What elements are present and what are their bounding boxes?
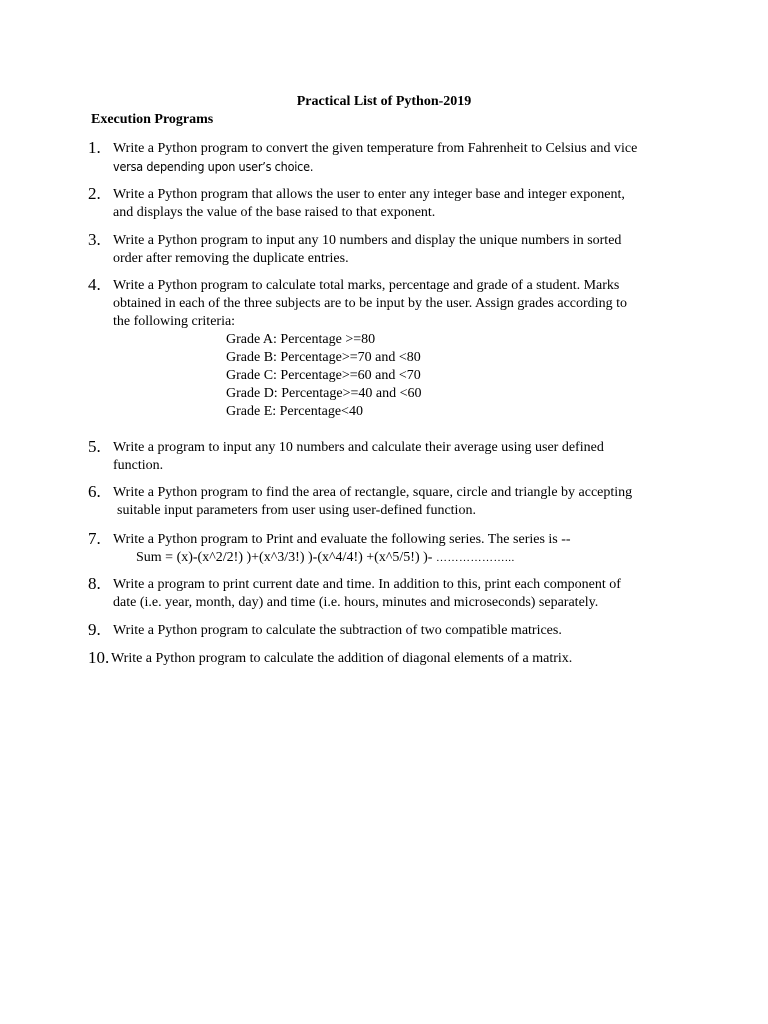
list-item-8 [88, 576, 688, 612]
list-item-text-line: function. [113, 458, 164, 473]
list-item-number: 3. [88, 230, 101, 249]
list-item-10 [88, 650, 688, 668]
grade-criterion: Grade A: Percentage >=80 [226, 332, 376, 347]
list-item-text-line: obtained in each of the three subjects are to be input by the user. Assign grades according to [113, 296, 627, 311]
series-ellipsis: ………………... [435, 552, 515, 564]
list-item-text-line: Write a program to input any 10 numbers and calculate their average using user defined [113, 440, 604, 455]
document-title: Practical List of Python-2019 [296, 94, 472, 109]
list-item-text-line: Write a Python program to calculate the addition of diagonal elements of a matrix. [111, 651, 573, 666]
list-item-text-line: suitable input parameters from user using user-defined function. [117, 503, 476, 518]
grade-criterion: Grade E: Percentage<40 [226, 404, 363, 419]
list-item-5 [88, 439, 688, 475]
grade-criterion: Grade B: Percentage>=70 and <80 [226, 350, 421, 365]
list-item-text-line: Write a Python program to find the area of rectangle, square, circle and triangle by accepting [113, 485, 633, 500]
list-item-text-line: Write a Python program to calculate total marks, percentage and grade of a student. Marks [113, 278, 620, 293]
list-item-number: 1. [88, 138, 101, 157]
list-item-number: 5. [88, 437, 101, 456]
list-item-text-line: the following criteria: [113, 314, 236, 329]
grade-criterion: Grade D: Percentage>=40 and <60 [226, 386, 422, 401]
list-item-text-line: Write a Python program to convert the given temperature from Fahrenheit to Celsius and vice [113, 141, 638, 156]
series-formula [113, 549, 688, 567]
list-item-3 [88, 232, 688, 268]
list-item-number: 4. [88, 275, 101, 294]
list-item-text-line: Write a Python program to calculate the subtraction of two compatible matrices. [113, 623, 562, 638]
list-item-7 [88, 531, 688, 567]
list-item-6 [88, 484, 688, 520]
list-item-1 [88, 140, 688, 176]
list-item-text-line: Write a Python program to Print and evaluate the following series. The series is -- [113, 532, 571, 547]
list-item-number: 8. [88, 574, 101, 593]
grade-criterion: Grade C: Percentage>=60 and <70 [226, 368, 421, 383]
list-item-4 [88, 277, 688, 421]
list-item-text-line: Write a Python program to input any 10 numbers and display the unique numbers in sorted [113, 233, 622, 248]
list-item-text-line: order after removing the duplicate entries. [113, 251, 349, 266]
list-item-9 [88, 622, 688, 640]
list-item-text-line: and displays the value of the base raised to that exponent. [113, 205, 436, 220]
list-item-text-line: date (i.e. year, month, day) and time (i.e. hours, minutes and microseconds) separately. [113, 595, 599, 610]
grade-criteria-list [226, 331, 688, 421]
series-expression: Sum = (x)-(x^2/2!) )+(x^3/3!) )-(x^4/4!) +(x^5/5!) )- [136, 550, 433, 565]
list-item-number: 10. [88, 648, 110, 667]
list-item-text-line: versa depending upon user’s choice. [113, 159, 314, 174]
list-item-text-line: Write a Python program that allows the user to enter any integer base and integer exponent, [113, 187, 625, 202]
list-item-number: 2. [88, 184, 101, 203]
section-heading: Execution Programs [91, 112, 214, 127]
list-item-number: 7. [88, 529, 101, 548]
list-item-text-line: Write a program to print current date and time. In addition to this, print each component of [113, 577, 621, 592]
list-item-number: 6. [88, 482, 101, 501]
list-item-number: 9. [88, 620, 101, 639]
list-item-2 [88, 186, 688, 222]
